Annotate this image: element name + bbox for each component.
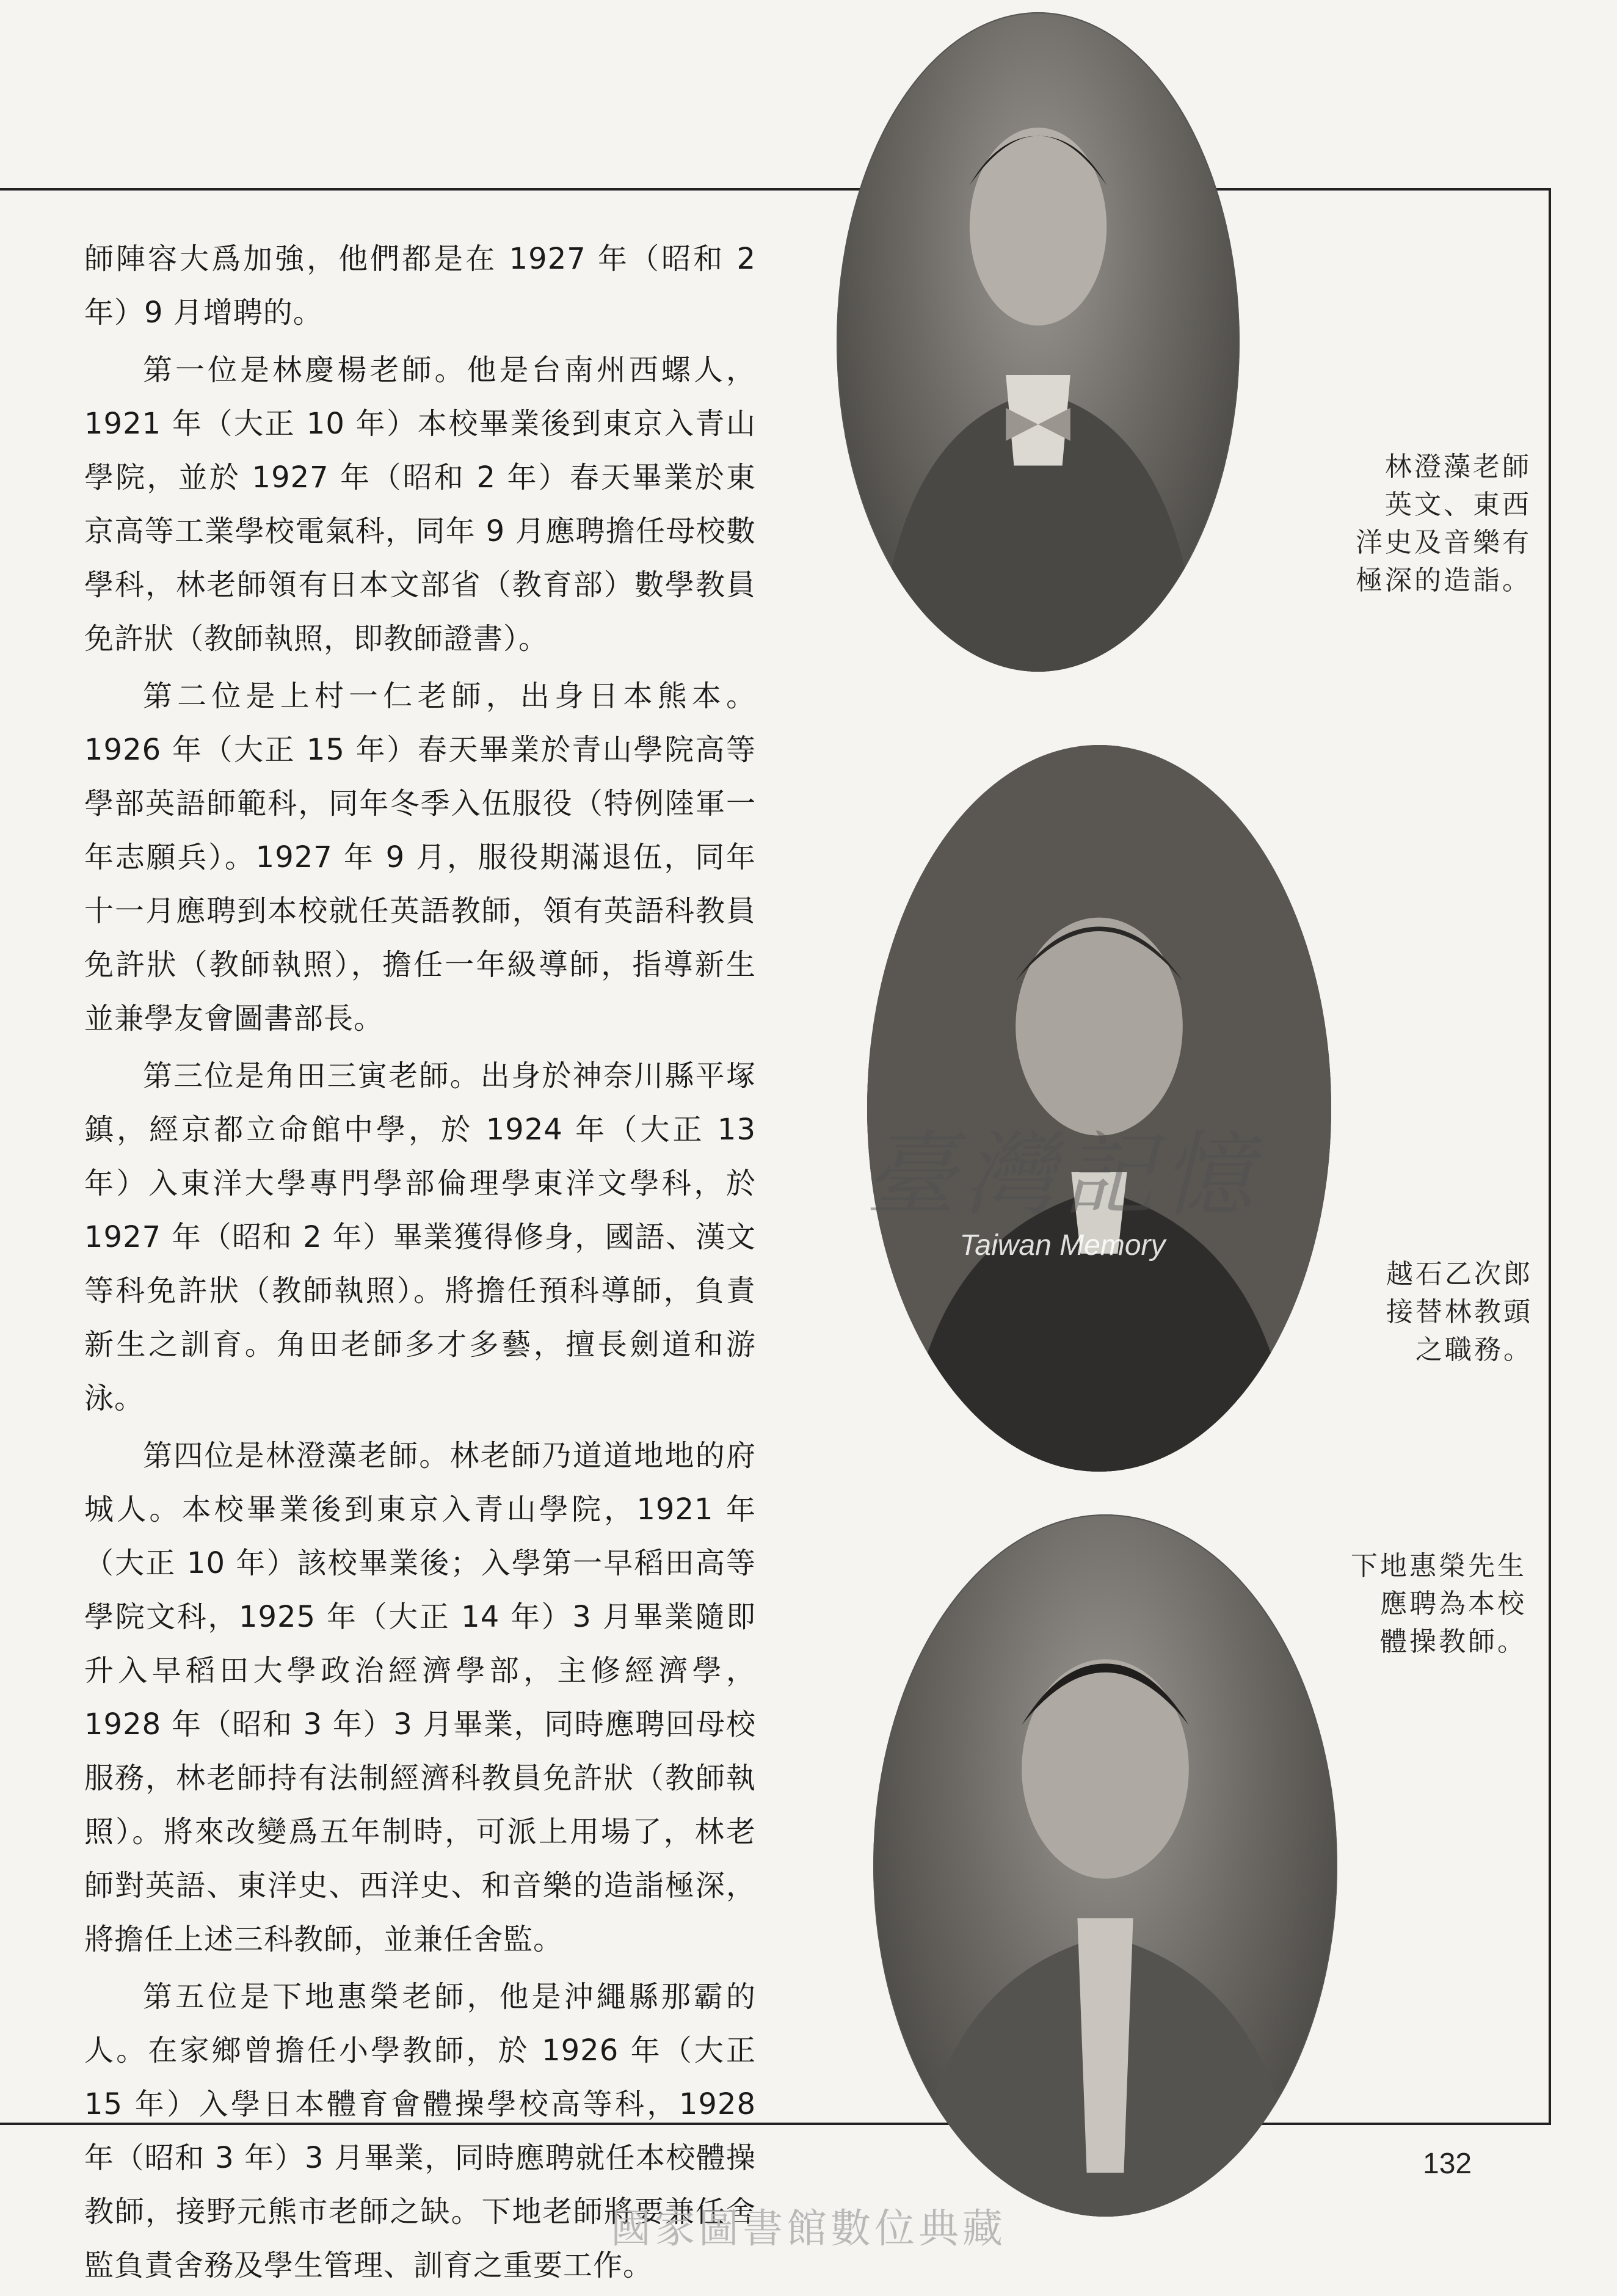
watermark-english: Taiwan Memory bbox=[959, 1229, 1166, 1262]
caption-photo-3: 下地惠榮先生 應聘為本校 體操教師。 bbox=[1351, 1550, 1527, 1657]
paragraph-teacher-4: 第四位是林澄藻老師。林老師乃道道地地的府城人。本校畢業後到東京入青山學院，1921 年（大正 10 年）該校畢業後；入學第一早稻田高等學院文科，1925 年（大正 14 年）3 月畢業隨即升入早稻田大學政治經濟學部，主修經濟學，1928 年（昭和 3 年）3 月畢業，同時應聘回母校服務，林老師持有法制經濟科教員免許狀（教師執照）。將來改變爲五年制時，可派上用場了，林老師對英語、東洋史、西洋史、和音樂的造詣極深，將擔任上述三科教師，並兼任舍監。 bbox=[84, 1439, 756, 1956]
paragraph-intro: 師陣容大爲加強，他們都是在 1927 年（昭和 2 年）9 月增聘的。 bbox=[84, 242, 756, 330]
portrait-photo-2 bbox=[867, 745, 1331, 1472]
paragraph-teacher-2: 第二位是上村一仁老師，出身日本熊本。1926 年（大正 15 年）春天畢業於青山學院高等學部英語師範科，同年冬季入伍服役（特例陸軍一年志願兵）。1927 年 9 月，服役期滿退伍，同年十一月應聘到本校就任英語教師，領有英語科教員免許狀（教師執照），擔任一年級導師，指導新生並兼學友會圖書部長。 bbox=[84, 679, 756, 1036]
body-text bbox=[84, 232, 756, 2296]
paragraph-teacher-5: 第五位是下地惠榮老師，他是沖繩縣那霸的人。在家鄉曾擔任小學教師，於 1926 年（大正 15 年）入學日本體育會體操學校高等科，1928 年（昭和 3 年）3 月畢業，同時應聘就任本校體操教師，接野元熊市老師之缺。下地老師將要兼任舍監負責舍務及學生管理、訓育之重要工作。 bbox=[84, 1980, 756, 2283]
portrait-photo-1 bbox=[837, 12, 1240, 672]
paragraph-teacher-3: 第三位是角田三寅老師。出身於神奈川縣平塚鎮，經京都立命館中學，於 1924 年（大正 13 年）入東洋大學專門學部倫理學東洋文學科，於 1927 年（昭和 2 年）畢業獲得修身，國語、漢文等科免許狀（教師執照）。將擔任預科導師，負責新生之訓育。角田老師多才多藝，擅長劍道和游泳。 bbox=[84, 1059, 756, 1415]
portrait-photo-3 bbox=[873, 1514, 1337, 2217]
watermark-chinese: 臺灣記憶 bbox=[864, 1122, 1260, 1229]
frame-right-rule bbox=[1549, 188, 1551, 2125]
frame-top-rule bbox=[0, 188, 1551, 191]
footer-watermark: 國家圖書館數位典藏 bbox=[611, 2205, 1006, 2252]
caption-photo-1: 林澄藻老師 英文、東西 洋史及音樂有 極深的造詣。 bbox=[1356, 451, 1532, 596]
paragraph-teacher-1: 第一位是林慶楊老師。他是台南州西螺人，1921 年（大正 10 年）本校畢業後到東京入青山學院，並於 1927 年（昭和 2 年）春天畢業於東京高等工業學校電氣科，同年 9 月應聘擔任母校數學科，林老師領有日本文部省（教育部）數學教員免許狀（教師執照，即教師證書）。 bbox=[84, 353, 756, 656]
caption-photo-2: 越石乙次郎 接替林教頭 之職務。 bbox=[1386, 1259, 1533, 1365]
page-number: 132 bbox=[1423, 2148, 1472, 2180]
